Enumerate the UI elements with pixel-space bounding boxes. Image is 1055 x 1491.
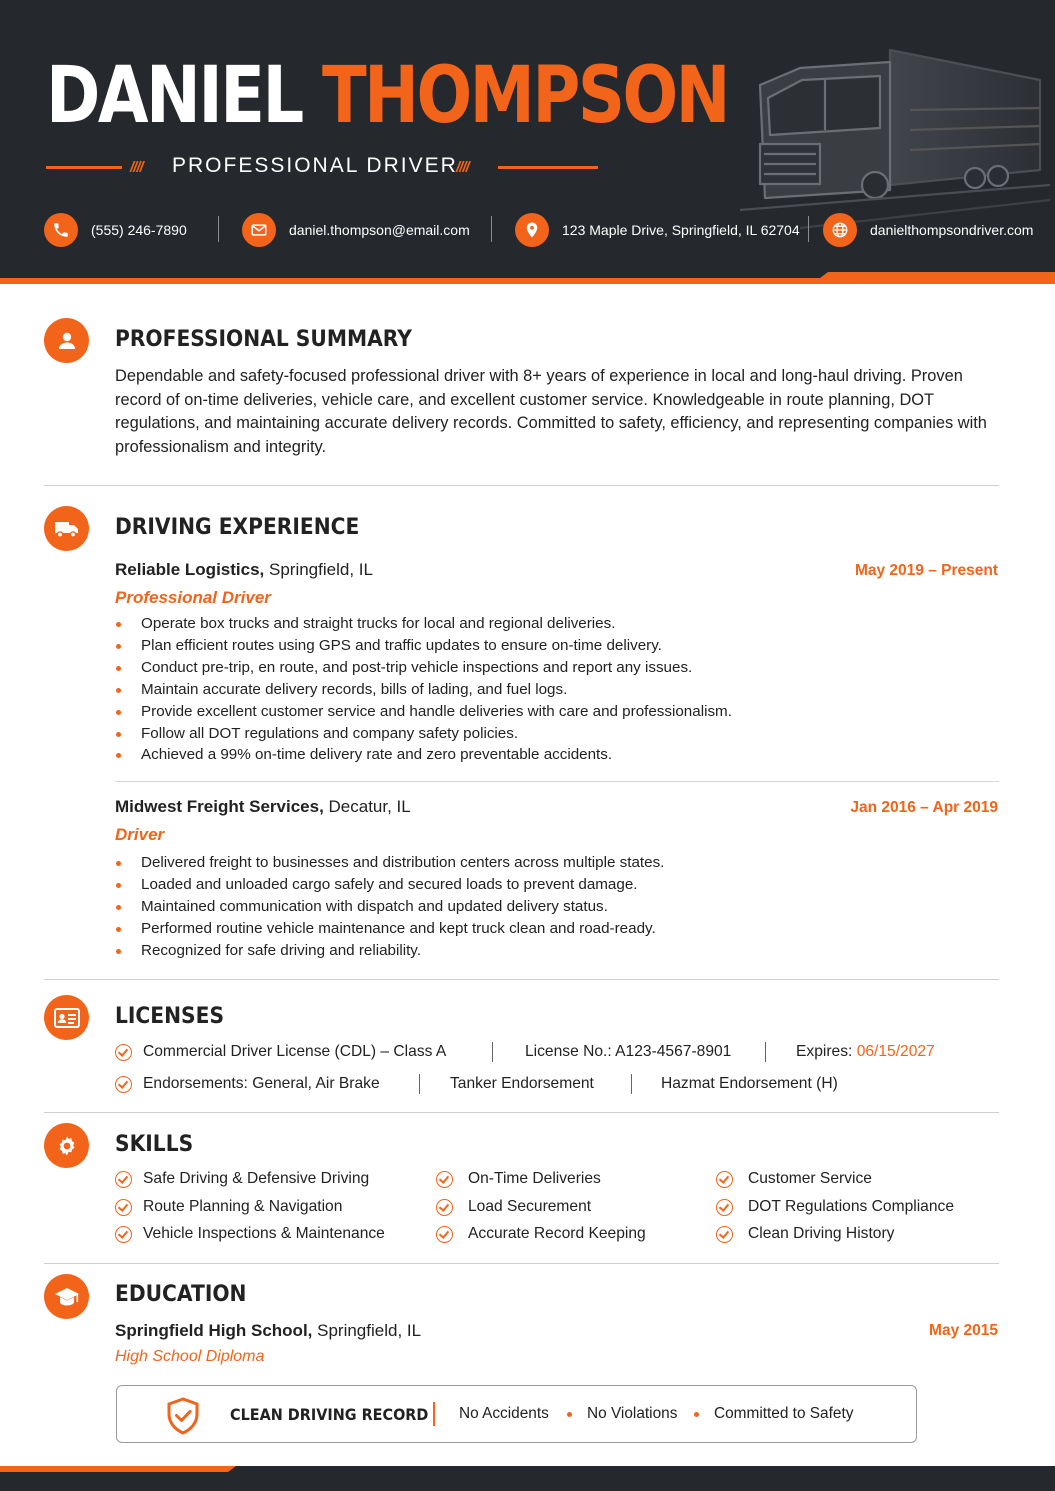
record-bullet [567,1412,572,1417]
endorsements: Endorsements: General, Air Brake [143,1075,380,1092]
license-divider [492,1042,493,1062]
footer-accent-stripe [0,1466,236,1472]
hazmat-endorsement: Hazmat Endorsement (H) [661,1075,838,1092]
company-location: Decatur, IL [323,797,411,816]
license-type: Commercial Driver License (CDL) – Class A [143,1043,447,1060]
title-slashes-right: //// [456,159,469,176]
skill-item: DOT Regulations Compliance [748,1198,954,1215]
school-name: Springfield High School, [115,1321,313,1340]
license-divider [765,1042,766,1062]
job-employer [115,797,411,817]
check-icon [716,1226,733,1243]
expires-date: 06/15/2027 [856,1043,935,1060]
experience-heading: DRIVING EXPERIENCE [115,515,360,540]
job-dates: Jan 2016 – Apr 2019 [850,799,998,816]
school-location: Springfield, IL [312,1321,422,1340]
license-divider [631,1074,632,1094]
gear-icon [55,1134,79,1158]
skill-item: Clean Driving History [748,1225,895,1242]
company-name: Midwest Freight Services, [115,797,324,816]
school [115,1321,421,1341]
graduation-cap-icon [54,1286,80,1308]
candidate-name [46,52,728,140]
title-slashes-left: //// [130,159,143,176]
job-bullets [115,852,664,962]
list-item: Conduct pre-trip, en route, and post-trip vehicle inspections and report any issues. [115,657,732,679]
list-item: Follow all DOT regulations and company safety policies. [115,723,732,745]
contact-divider [491,216,492,242]
job-role: Professional Driver [115,588,271,607]
list-item: Plan efficient routes using GPS and traffic updates to ensure on-time delivery. [115,635,732,657]
section-divider [44,1263,999,1264]
education-section-icon [44,1274,89,1319]
summary-heading: PROFESSIONAL SUMMARY [115,327,412,352]
job-employer [115,560,373,580]
contact-divider [218,216,219,242]
globe-icon [823,213,857,247]
skill-item: Safe Driving & Defensive Driving [143,1170,370,1187]
contact-email[interactable] [242,212,470,248]
title-rule-right [498,166,598,169]
license-divider [419,1074,420,1094]
contact-phone[interactable] [44,212,187,248]
check-icon [716,1171,733,1188]
check-icon [436,1226,453,1243]
first-name: DANIEL [46,51,302,141]
check-icon [115,1226,132,1243]
person-icon [55,329,79,353]
email-address: daniel.thompson@email.com [289,222,470,238]
record-title: CLEAN DRIVING RECORD [230,1405,429,1424]
street-address: 123 Maple Drive, Springfield, IL 62704 [562,222,800,238]
skill-item: Accurate Record Keeping [468,1225,646,1242]
last-name: THOMPSON [321,51,729,141]
list-item: Achieved a 99% on-time delivery rate and zero preventable accidents. [115,744,732,766]
contact-website[interactable] [823,212,1033,248]
education-heading: EDUCATION [115,1282,247,1307]
graduation-date: May 2015 [929,1322,998,1339]
tanker-endorsement: Tanker Endorsement [450,1075,594,1092]
job-title: PROFESSIONAL DRIVER [172,154,458,177]
company-location: Springfield, IL [264,560,373,579]
email-icon [242,213,276,247]
license-expiry [796,1043,935,1061]
location-pin-icon [515,213,549,247]
phone-icon [44,213,78,247]
check-icon [716,1199,733,1216]
record-item: No Accidents [459,1405,549,1422]
skill-item: On-Time Deliveries [468,1170,601,1187]
skill-item: Load Securement [468,1198,592,1215]
header-accent-stripe [0,278,1055,284]
job-bullets [115,613,732,766]
licenses-heading: LICENSES [115,1004,225,1029]
list-item: Provide excellent customer service and handle deliveries with care and professionalism. [115,701,732,723]
section-divider [44,485,999,486]
record-divider [433,1402,435,1426]
check-icon [436,1171,453,1188]
record-item: Committed to Safety [714,1405,854,1422]
experience-section-icon [44,506,89,551]
skill-item: Vehicle Inspections & Maintenance [143,1225,385,1242]
check-icon [115,1076,132,1093]
website-url: danielthompsondriver.com [870,222,1034,238]
summary-text: Dependable and safety-focused professional driver with 8+ years of experience in local and long-haul driving. Proven record of on-time deliveries, vehicle care, and excellent customer service. Knowledgeable in route planning, DOT regulations, and maintaining accurate delivery records. Committed to safety, efficiency, and representing companies with professionalism and integrity. [115,367,987,456]
record-item: No Violations [587,1405,678,1422]
list-item: Recognized for safe driving and reliability. [115,940,664,962]
job-title-row [46,152,606,182]
truck-illustration [740,40,1050,230]
id-card-icon [54,1008,80,1028]
list-item: Maintained communication with dispatch and updated delivery status. [115,896,664,918]
phone-number: (555) 246-7890 [91,222,187,238]
list-item: Operate box trucks and straight trucks for local and regional deliveries. [115,613,732,635]
section-divider [44,979,999,980]
list-item: Loaded and unloaded cargo safely and secured loads to prevent damage. [115,874,664,896]
check-icon [115,1171,132,1188]
header-accent-notch [820,272,1055,278]
section-divider [44,1112,999,1113]
job-role: Driver [115,825,165,844]
resume-header [0,0,1055,278]
list-item: Performed routine vehicle maintenance and kept truck clean and road-ready. [115,918,664,940]
summary-section-icon [44,318,89,363]
contact-divider [808,216,809,242]
skill-item: Customer Service [748,1170,872,1187]
record-bullet [694,1412,699,1417]
truck-icon [54,518,80,540]
expires-label: Expires: [796,1043,853,1060]
skills-heading: SKILLS [115,1132,194,1157]
licenses-section-icon [44,995,89,1040]
degree: High School Diploma [115,1348,265,1365]
shield-check-icon [165,1397,201,1435]
contact-address[interactable] [515,212,800,248]
job-dates: May 2019 – Present [854,562,998,579]
license-number: License No.: A123-4567-8901 [525,1043,732,1060]
check-icon [436,1199,453,1216]
contact-bar [44,212,1034,248]
skill-item: Route Planning & Navigation [143,1198,343,1215]
list-item: Maintain accurate delivery records, bills of lading, and fuel logs. [115,679,732,701]
title-rule-left [46,166,122,169]
skills-section-icon [44,1123,89,1168]
check-icon [115,1044,132,1061]
clean-record-banner [116,1385,917,1443]
company-name: Reliable Logistics, [115,560,265,579]
list-item: Delivered freight to businesses and distribution centers across multiple states. [115,852,664,874]
check-icon [115,1199,132,1216]
job-divider [115,781,999,782]
